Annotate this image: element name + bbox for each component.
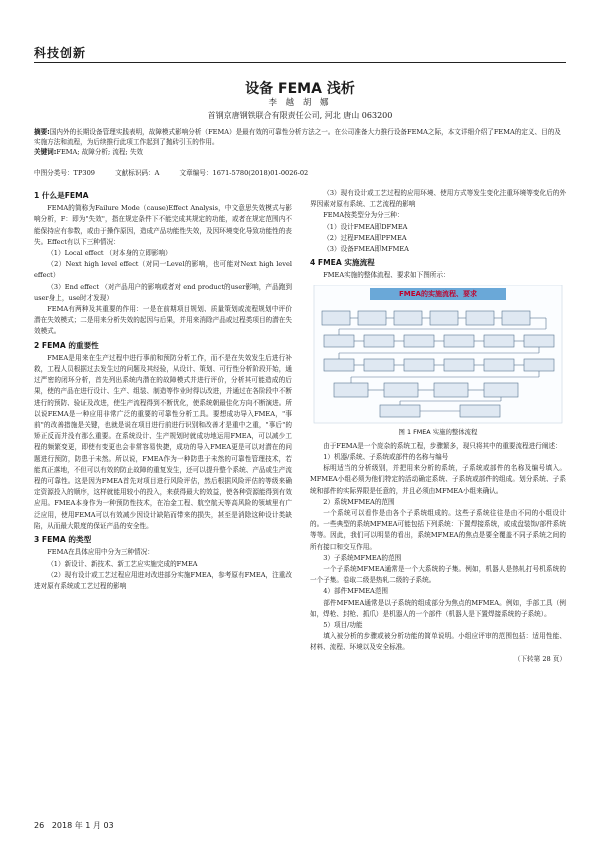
section-heading: 4 FMEA 实施流程 [310,258,375,268]
article-title: 设备 FEMA 浅析 [245,81,355,97]
paragraph: 部件MFMEA通常是以子系统的组成部分为焦点的MFMEA。例如，手部工具（例如，焊枪、封枪、抓爪）是机器人的一个部件（机器人是下置焊接系统的子系统）。 [310,598,566,618]
list-item: （1）新设计、新技术、新工艺应实施完成的FMEA [47,559,198,568]
paragraph: FMEA是用来在生产过程中进行事前和预防分析工作，而不是在失效发生后进行补救，工程人员根据过去发生过的问题及其经验，从设计、策划、可行性分析阶段开始，通过严密的闭环分析，首先列出系统内潜在的故障模式并进行评价，分析其可能造成的后果，使的产品在进行设计、生产、组装、制造等作业时得以改进，并通过在各阶段中不断进行的预防、验证及改进，使生产流程得到不断优化，使系统朝最佳化方向不断演进。所以说FEMA是一种应用非常广泛的重要的可靠性分析工具。要想成功导入FMEA，"事前"的改善措施是关键，也就是说在项目进行前进行识别和改善才是重中之重，"事后"的矫正反而并没有那么重要。在系统设计、生产规划时就成功地运用FMEA，可以减少工程的频繁变更，即使有变更也会非常容易快捷，成功的导入FMEA更是可以对潜在的问题进行预防，防患于未然。所以说，FMEA作为一种防患于未然的可靠性管理技术，若能真正落地，不但可以有效的防止故障的重复发生，还可以提升整个系统、产品或生产流程的可靠性。这是因为FMEA首先对项目进行风险评估，然后根据风险评估的等级来确定资源投入的顺序，这样就能用较小的投入，来获得最大的效益，使各种资源能得到有效应用。FMEA本身作为一种预防性技术，在冶金工程、航空航天等高风险的领域里有广泛应用，使用FEMA可以有效减少因设计缺陷而带来的损失，甚至是消除这种设计类缺陷，从而最大限度的保证产品的安全性。 [34,353,292,530]
section-heading: 3 FEMA 的类型 [34,535,92,545]
flowchart-diagram [310,285,566,425]
page-footer [34,820,114,831]
keywords-text: FEMA; 故障分析; 流程; 失效 [56,148,144,156]
abstract-label: 摘要: [34,128,50,136]
article-number: 文章编号：1671-5780(2018)01-0026-02 [179,169,309,177]
doc-code: 文献标识码：A [115,169,160,177]
clc-code: 中图分类号：TP309 [34,169,95,177]
paragraph: FEMA按类型分为分三种： [323,211,404,220]
paragraph: FEMA在具体应用中分为三种情况： [47,548,154,557]
paragraph: 一个系统可以看作是由各个子系统组成的。这些子系统往往是由不同的小组设计的。一些典型的系统MFMEA可能包括下列系统：下置焊接系统，或成盘装饰/部件系统等等。因此，我们可以明显的看出，系统MFMEA的焦点是要全覆盖不同子系统之间的所有接口和交互作用。 [310,509,566,551]
continued-note: （下转第 28 页） [513,654,566,663]
page-number: 26 [34,821,45,830]
list-item: （2）现有设计或工艺过程应用进对改进部分实施FMEA，参考原有FMEA，注重改进对原有系统或工艺过程的影响 [34,570,292,590]
list-item: （1）Local effect （对本身的立即影响） [47,249,172,258]
section-heading: 1 什么是FEMA [34,191,89,200]
paragraph: FEMA有两种及其重要的作用：一是在前期项目规划、质量策划或流程规划中评价潜在失效模式；二是用来分析失效的起因与后果，并用来消除产品或过程类项目的潜在失效模式。 [34,305,292,336]
right-column [310,188,566,665]
section-heading: 2 FEMA 的重要性 [34,340,99,350]
list-item: 4）部件MFMEA范围 [323,587,389,596]
abstract [34,127,566,147]
journal-section-header: 科技创新 [34,46,87,60]
abstract-text: 国内外的长期设备管理实践表明，故障模式影响分析（FEMA）是最有效的可靠性分析方法之一。在公司准备大力推行设备FEMA之际，本文详细介绍了FEMA的定义、目的及实施方法和流程，为后续推行此项工作起到了抛砖引玉的作用。 [34,128,561,146]
paragraph: FEMA的简称为Failure Mode（cause)Effect Analysis，中文意思失效模式与影响分析，F：即为"失效"，指在规定条件下不能完成其规定的功能，或者在规定范围内不能保持应有参数，或由于操作原因，造成产品功能性失效，及因环境变化导致功能性的丧失。Effect有以下三种情况： [34,204,292,246]
paragraph: 填入被分析的步骤或被分析功能的简单说明。小组应评审的范围包括：适用性能、材料、流程、环境以及安全标准。 [310,632,566,652]
abstract-block [34,127,566,157]
paragraph: 一个子系统MFMEA通常是一个大系统的子集。例如，机器人是热轧打号机系统的一个子集。卷取二级是热轧二级的子系统。 [310,565,566,585]
list-item: 5）项目/功能 [323,621,363,630]
list-item: （3）End effect （对产品用户的影响或者对 end product的user影响，产品跑到user身上，use时才发现） [34,282,292,302]
list-item: （3）设备FMEA即MFMEA [323,245,409,254]
paragraph: FMEA实施的整体流程、要求如下图所示： [323,271,450,280]
list-item: （3）现有设计或工艺过程的应用环境、使用方式等发生变化注重环境等变化后的外界因素对原有系统、工艺流程的影响 [310,189,566,209]
figure-caption: 图 1 FMEA 实施的整体流程 [398,427,478,436]
list-item: （2）过程FMEA即PFMEA [323,233,407,242]
authors: 李 越 胡 娜 [268,98,332,108]
affiliation: 首钢京唐钢铁联合有限责任公司, 河北 唐山 063200 [207,111,393,120]
list-item: 1）机器/系统、子系统或部件的名称与编号 [323,453,449,462]
list-item: （1）设计FMEA即DFMEA [323,222,408,231]
issue-date: 2018 年 1 月 03 [51,821,114,830]
paragraph: 标明适当的分析级别，并把用来分析的系统，子系统或部件的名称及编号填入。MFMEA小组必须为他们特定的活动确定系统、子系统或部件的组成。划分系统、子系统和部件的实际界限是任意的，并且必须由MFMEA小组来确认。 [310,464,566,495]
list-item: 2）系统MFMEA的范围 [323,497,395,506]
keywords-label: 关键词: [34,148,57,156]
flowchart-figure [310,285,566,425]
header-rule [34,62,566,63]
figure-banner: FMEA的实施流程、要求 [370,288,506,300]
paragraph: 由于FEMA是一个庞杂的系统工程，步骤繁多，现只将其中的重要流程进行阐述： [323,441,562,450]
left-column [34,188,292,592]
keywords [34,147,566,157]
list-item: 3）子系统MFMEA的范围 [323,553,402,562]
list-item: （2）Next high level effect（对同一Level的影响，也可能对Next high level effect） [34,260,292,280]
classification-line [34,167,566,177]
